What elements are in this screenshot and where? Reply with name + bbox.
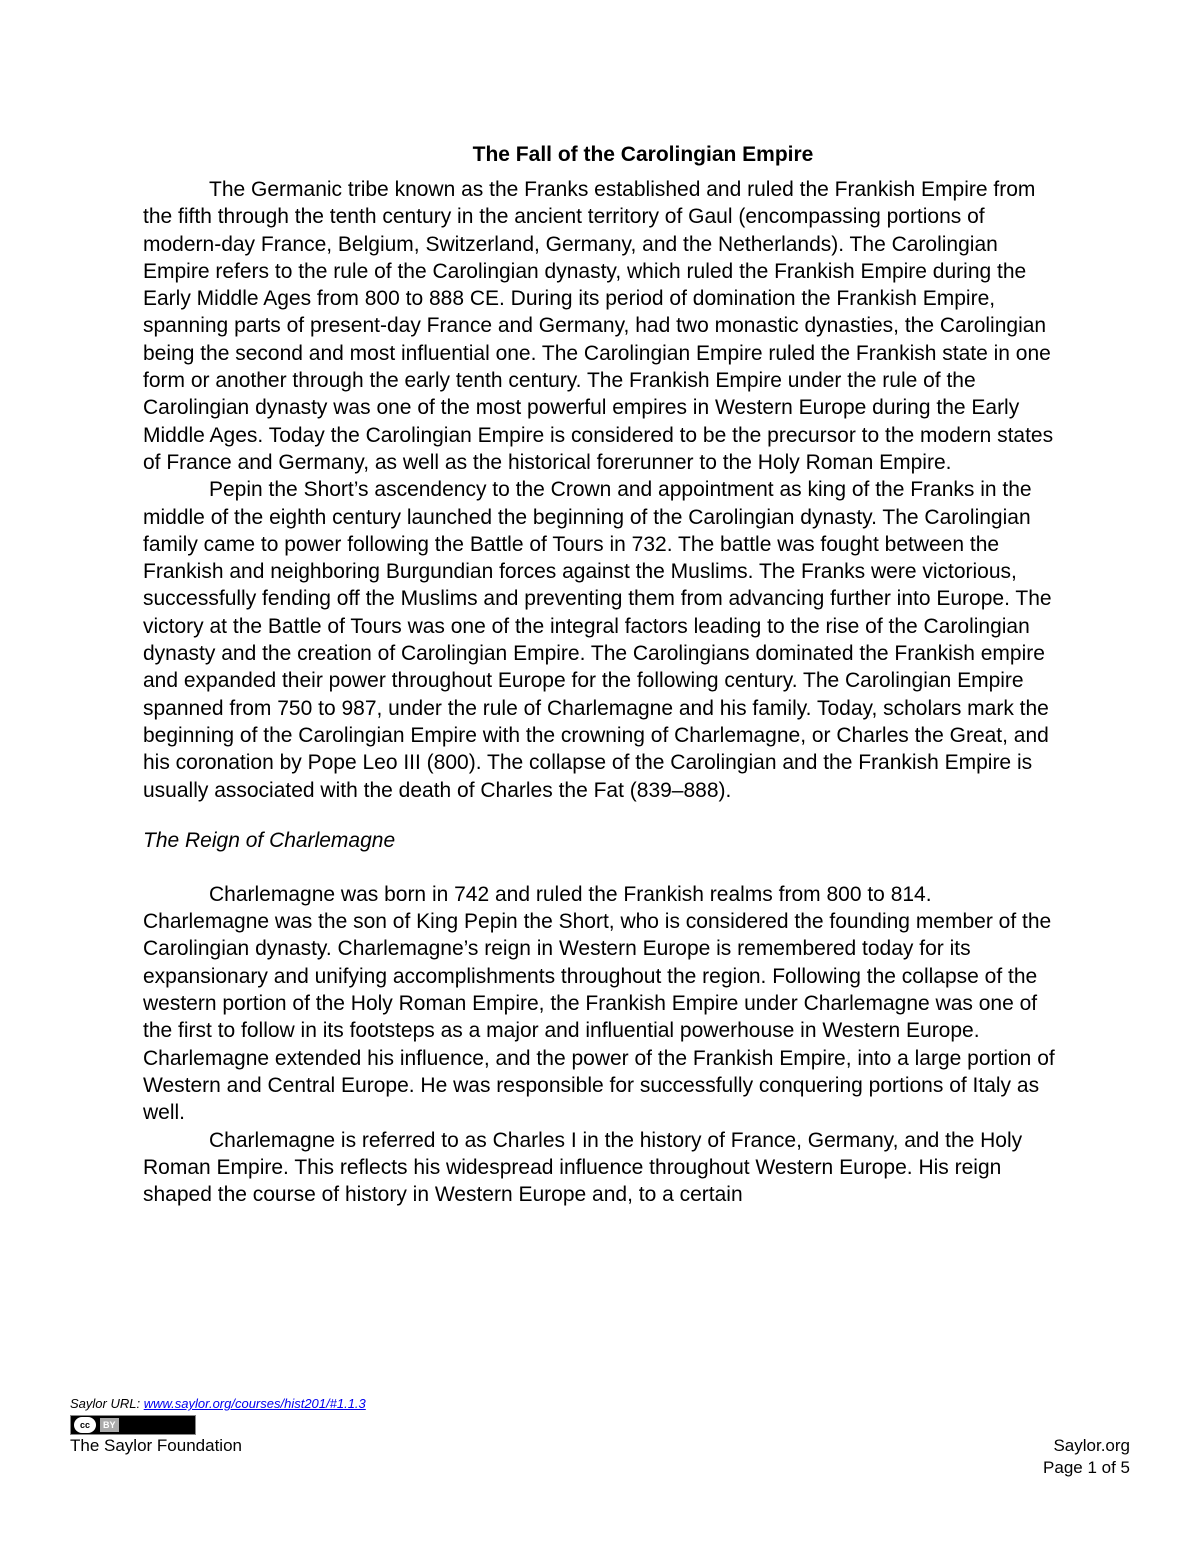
page-footer: [70, 1396, 1130, 1479]
cc-by-license-icon[interactable]: [70, 1415, 196, 1435]
document-title: The Fall of the Carolingian Empire: [472, 143, 814, 166]
paragraph: The Germanic tribe known as the Franks established and ruled the Frankish Empire from the fifth through the tenth century in the ancient territory of Gaul (encompassing portions of modern-day France, Belgium, Switzerland, Germany, and the Netherlands). The Carolingian Empire refers to the rule of the Carolingian dynasty, which ruled the Frankish Empire during the Early Middle Ages from 800 to 888 CE. During its period of domination the Frankish Empire, spanning parts of present-day France and Germany, had two monastic dynasties, the Carolingian being the second and most influential one. The Carolingian Empire ruled the Frankish state in one form or another through the early tenth century. The Frankish Empire under the rule of the Carolingian dynasty was one of the most powerful empires in Western Europe during the Early Middle Ages. Today the Carolingian Empire is considered to be the precursor to the modern states of France and Germany, as well as the historical forerunner to the Holy Roman Empire.: [143, 178, 1054, 474]
page-number: Page 1 of 5: [1043, 1458, 1130, 1477]
footer-row: [70, 1435, 1130, 1479]
paragraph: Pepin the Short’s ascendency to the Crown and appointment as king of the Franks in the middle of the eighth century launched the beginning of the Carolingian dynasty. The Carolingian family came to power following the Battle of Tours in 732. The battle was fought between the Frankish and neighboring Burgundian forces against the Muslims. The Franks were victorious, successfully fending off the Muslims and preventing them from advancing further into Europe. The victory at the Battle of Tours was one of the integral factors leading to the rise of the Carolingian dynasty and the creation of Carolingian Empire. The Carolingians dominated the Frankish empire and expanded their power throughout Europe for the following century. The Carolingian Empire spanned from 750 to 987, under the rule of Charlemagne and his family. Today, scholars mark the beginning of the Carolingian Empire with the crowning of Charlemagne, or Charles the Great, and his coronation by Pope Leo III (800). The collapse of the Carolingian and the Frankish Empire is usually associated with the death of Charles the Fat (839–888).: [143, 478, 1052, 802]
paragraph: Charlemagne was born in 742 and ruled the Frankish realms from 800 to 814. Charlemagne was the son of King Pepin the Short, who is considered the founding member of the Carolingian dynasty. Charlemagne’s reign in Western Europe is remembered today for its expansionary and unifying accomplishments throughout the region. Following the collapse of the western portion of the Holy Roman Empire, the Frankish Empire under Charlemagne was one of the first to follow in its footsteps as a major and influential powerhouse in Western Europe. Charlemagne extended his influence, and the power of the Frankish Empire, into a large portion of Western and Central Europe. He was responsible for successfully conquering portions of Italy as well.: [143, 882, 1055, 1125]
saylor-url-line: [70, 1396, 1130, 1412]
cc-icon: cc: [74, 1417, 96, 1433]
section-heading: The Reign of Charlemagne: [143, 828, 396, 852]
course-url-link[interactable]: www.saylor.org/courses/hist201/#1.1.3: [143, 1396, 366, 1411]
foundation-name: The Saylor Foundation: [70, 1436, 242, 1455]
paragraph: Charlemagne is referred to as Charles I in the history of France, Germany, and the Holy Roman Empire. This reflects his widespread influence throughout Western Europe. His reign shaped the course of history in Western Europe and, to a certain: [143, 1128, 1023, 1207]
footer-right: [1043, 1435, 1130, 1479]
document-body: [143, 140, 1063, 1208]
site-name: Saylor.org: [1053, 1436, 1130, 1455]
by-icon: BY: [100, 1418, 119, 1432]
url-label: Saylor URL:: [70, 1396, 144, 1411]
